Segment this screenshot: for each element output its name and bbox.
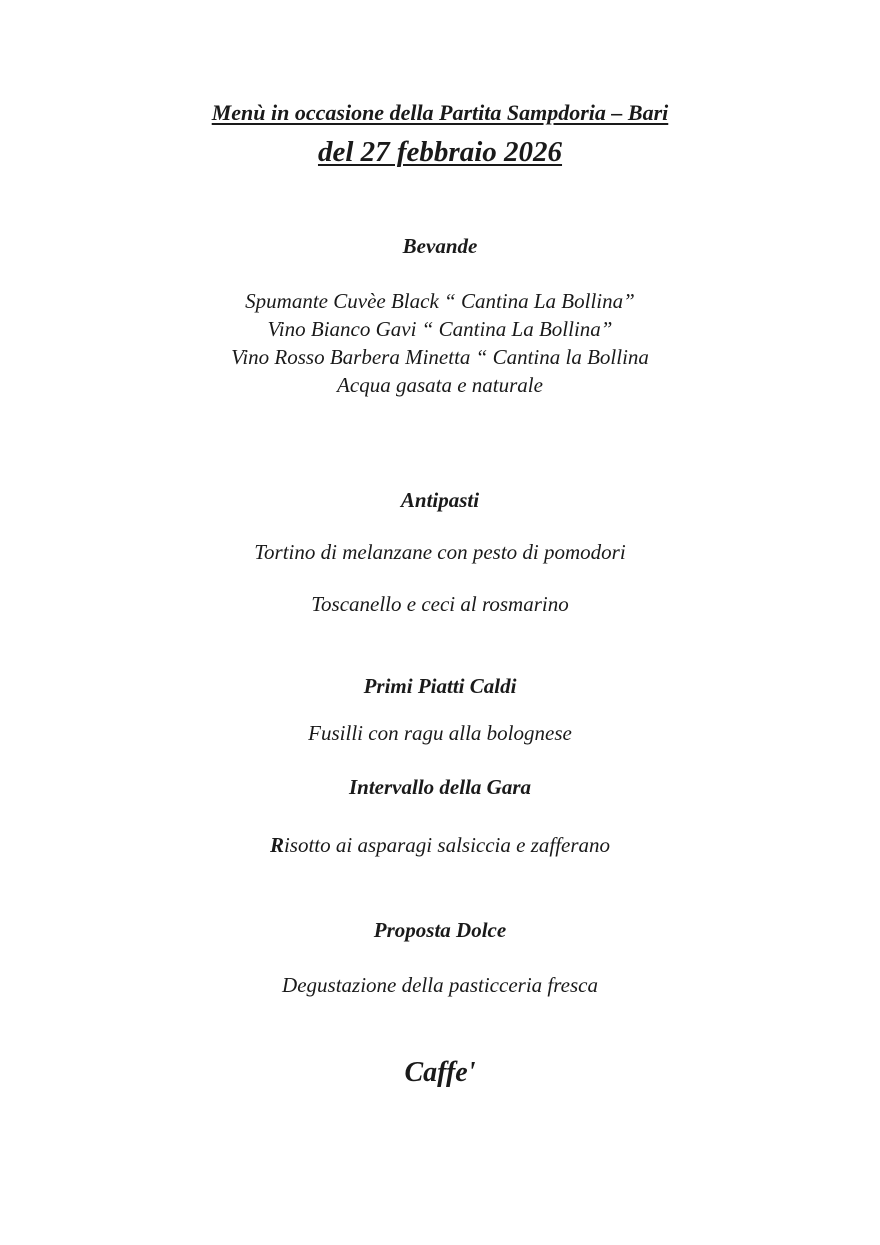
menu-item-spumante: Spumante Cuvèe Black “ Cantina La Bollina” [245,289,635,313]
menu-item-toscanello: Toscanello e ceci al rosmarino [311,592,569,616]
menu-item-risotto [0,832,880,858]
menu-item-acqua: Acqua gasata e naturale [337,373,543,397]
bevande-item-list [0,287,880,399]
section-heading-intervallo: Intervallo della Gara [349,775,531,799]
menu-title-line-2-text: del 27 febbraio 2026 [317,136,563,168]
menu-item-tortino: Tortino di melanzane con pesto di pomodori [254,540,626,564]
menu-item-degustazione: Degustazione della pasticceria fresca [282,973,598,997]
menu-item-vino-bianco: Vino Bianco Gavi “ Cantina La Bollina” [267,317,613,341]
menu-item-caffe: Caffe' [404,1057,476,1088]
risotto-initial-letter: R [269,833,284,857]
section-heading-antipasti: Antipasti [400,488,480,512]
risotto-rest-text: isotto ai asparagi salsiccia e zafferano [283,833,611,857]
menu-title-line-1 [0,100,880,126]
section-heading-primi-piatti-caldi: Primi Piatti Caldi [363,674,517,698]
section-heading-proposta-dolce: Proposta Dolce [373,918,507,942]
section-heading-bevande: Bevande [402,234,478,258]
menu-title-line-1-text: Menù in occasione della Partita Sampdoria – Bari [211,100,669,125]
menu-item-vino-rosso: Vino Rosso Barbera Minetta “ Cantina la Bollina [231,345,649,369]
menu-item-fusilli: Fusilli con ragu alla bolognese [308,721,572,745]
menu-title-line-2 [0,135,880,169]
